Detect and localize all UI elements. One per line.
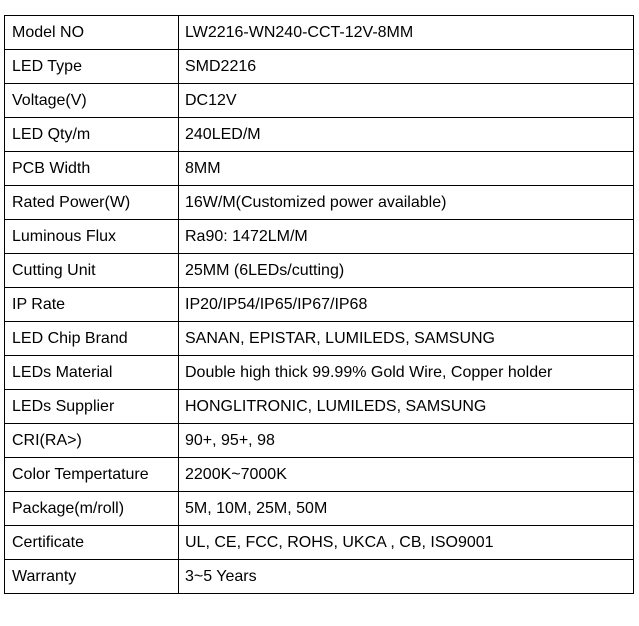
table-row: [5, 186, 634, 220]
parameter-cell: Voltage(V): [5, 84, 179, 118]
value-cell: DC12V: [179, 84, 634, 118]
table-row: [5, 424, 634, 458]
parameter-cell: IP Rate: [5, 288, 179, 322]
value-cell: LW2216-WN240-CCT-12V-8MM: [179, 16, 634, 50]
value-cell: 5M, 10M, 25M, 50M: [179, 492, 634, 526]
value-cell: Double high thick 99.99% Gold Wire, Copper holder: [179, 356, 634, 390]
table-row: [5, 560, 634, 594]
table-row: [5, 390, 634, 424]
parameter-cell: Rated Power(W): [5, 186, 179, 220]
parameter-cell: Package(m/roll): [5, 492, 179, 526]
value-cell: 240LED/M: [179, 118, 634, 152]
parameter-cell: LED Chip Brand: [5, 322, 179, 356]
table-row: [5, 356, 634, 390]
value-cell: 3~5 Years: [179, 560, 634, 594]
spec-table: [4, 15, 634, 594]
value-cell: Ra90: 1472LM/M: [179, 220, 634, 254]
table-row: [5, 254, 634, 288]
parameter-cell: Color Tempertature: [5, 458, 179, 492]
spec-table-body: [5, 16, 634, 594]
value-cell: 2200K~7000K: [179, 458, 634, 492]
parameter-cell: PCB Width: [5, 152, 179, 186]
table-row: [5, 526, 634, 560]
value-cell: SMD2216: [179, 50, 634, 84]
value-cell: UL, CE, FCC, ROHS, UKCA , CB, ISO9001: [179, 526, 634, 560]
parameter-cell: CRI(RA>): [5, 424, 179, 458]
value-cell: 90+, 95+, 98: [179, 424, 634, 458]
table-row: [5, 492, 634, 526]
parameter-cell: Cutting Unit: [5, 254, 179, 288]
parameter-cell: LED Qty/m: [5, 118, 179, 152]
table-row: [5, 50, 634, 84]
value-cell: HONGLITRONIC, LUMILEDS, SAMSUNG: [179, 390, 634, 424]
value-cell: IP20/IP54/IP65/IP67/IP68: [179, 288, 634, 322]
parameter-cell: Luminous Flux: [5, 220, 179, 254]
value-cell: SANAN, EPISTAR, LUMILEDS, SAMSUNG: [179, 322, 634, 356]
table-row: [5, 288, 634, 322]
table-row: [5, 322, 634, 356]
value-cell: 8MM: [179, 152, 634, 186]
table-row: [5, 84, 634, 118]
table-row: [5, 220, 634, 254]
parameter-cell: LEDs Supplier: [5, 390, 179, 424]
table-row: [5, 152, 634, 186]
parameter-cell: Model NO: [5, 16, 179, 50]
parameter-cell: Certificate: [5, 526, 179, 560]
parameter-cell: LEDs Material: [5, 356, 179, 390]
parameter-cell: LED Type: [5, 50, 179, 84]
value-cell: 16W/M(Customized power available): [179, 186, 634, 220]
table-row: [5, 16, 634, 50]
table-row: [5, 458, 634, 492]
table-row: [5, 118, 634, 152]
value-cell: 25MM (6LEDs/cutting): [179, 254, 634, 288]
parameter-cell: Warranty: [5, 560, 179, 594]
